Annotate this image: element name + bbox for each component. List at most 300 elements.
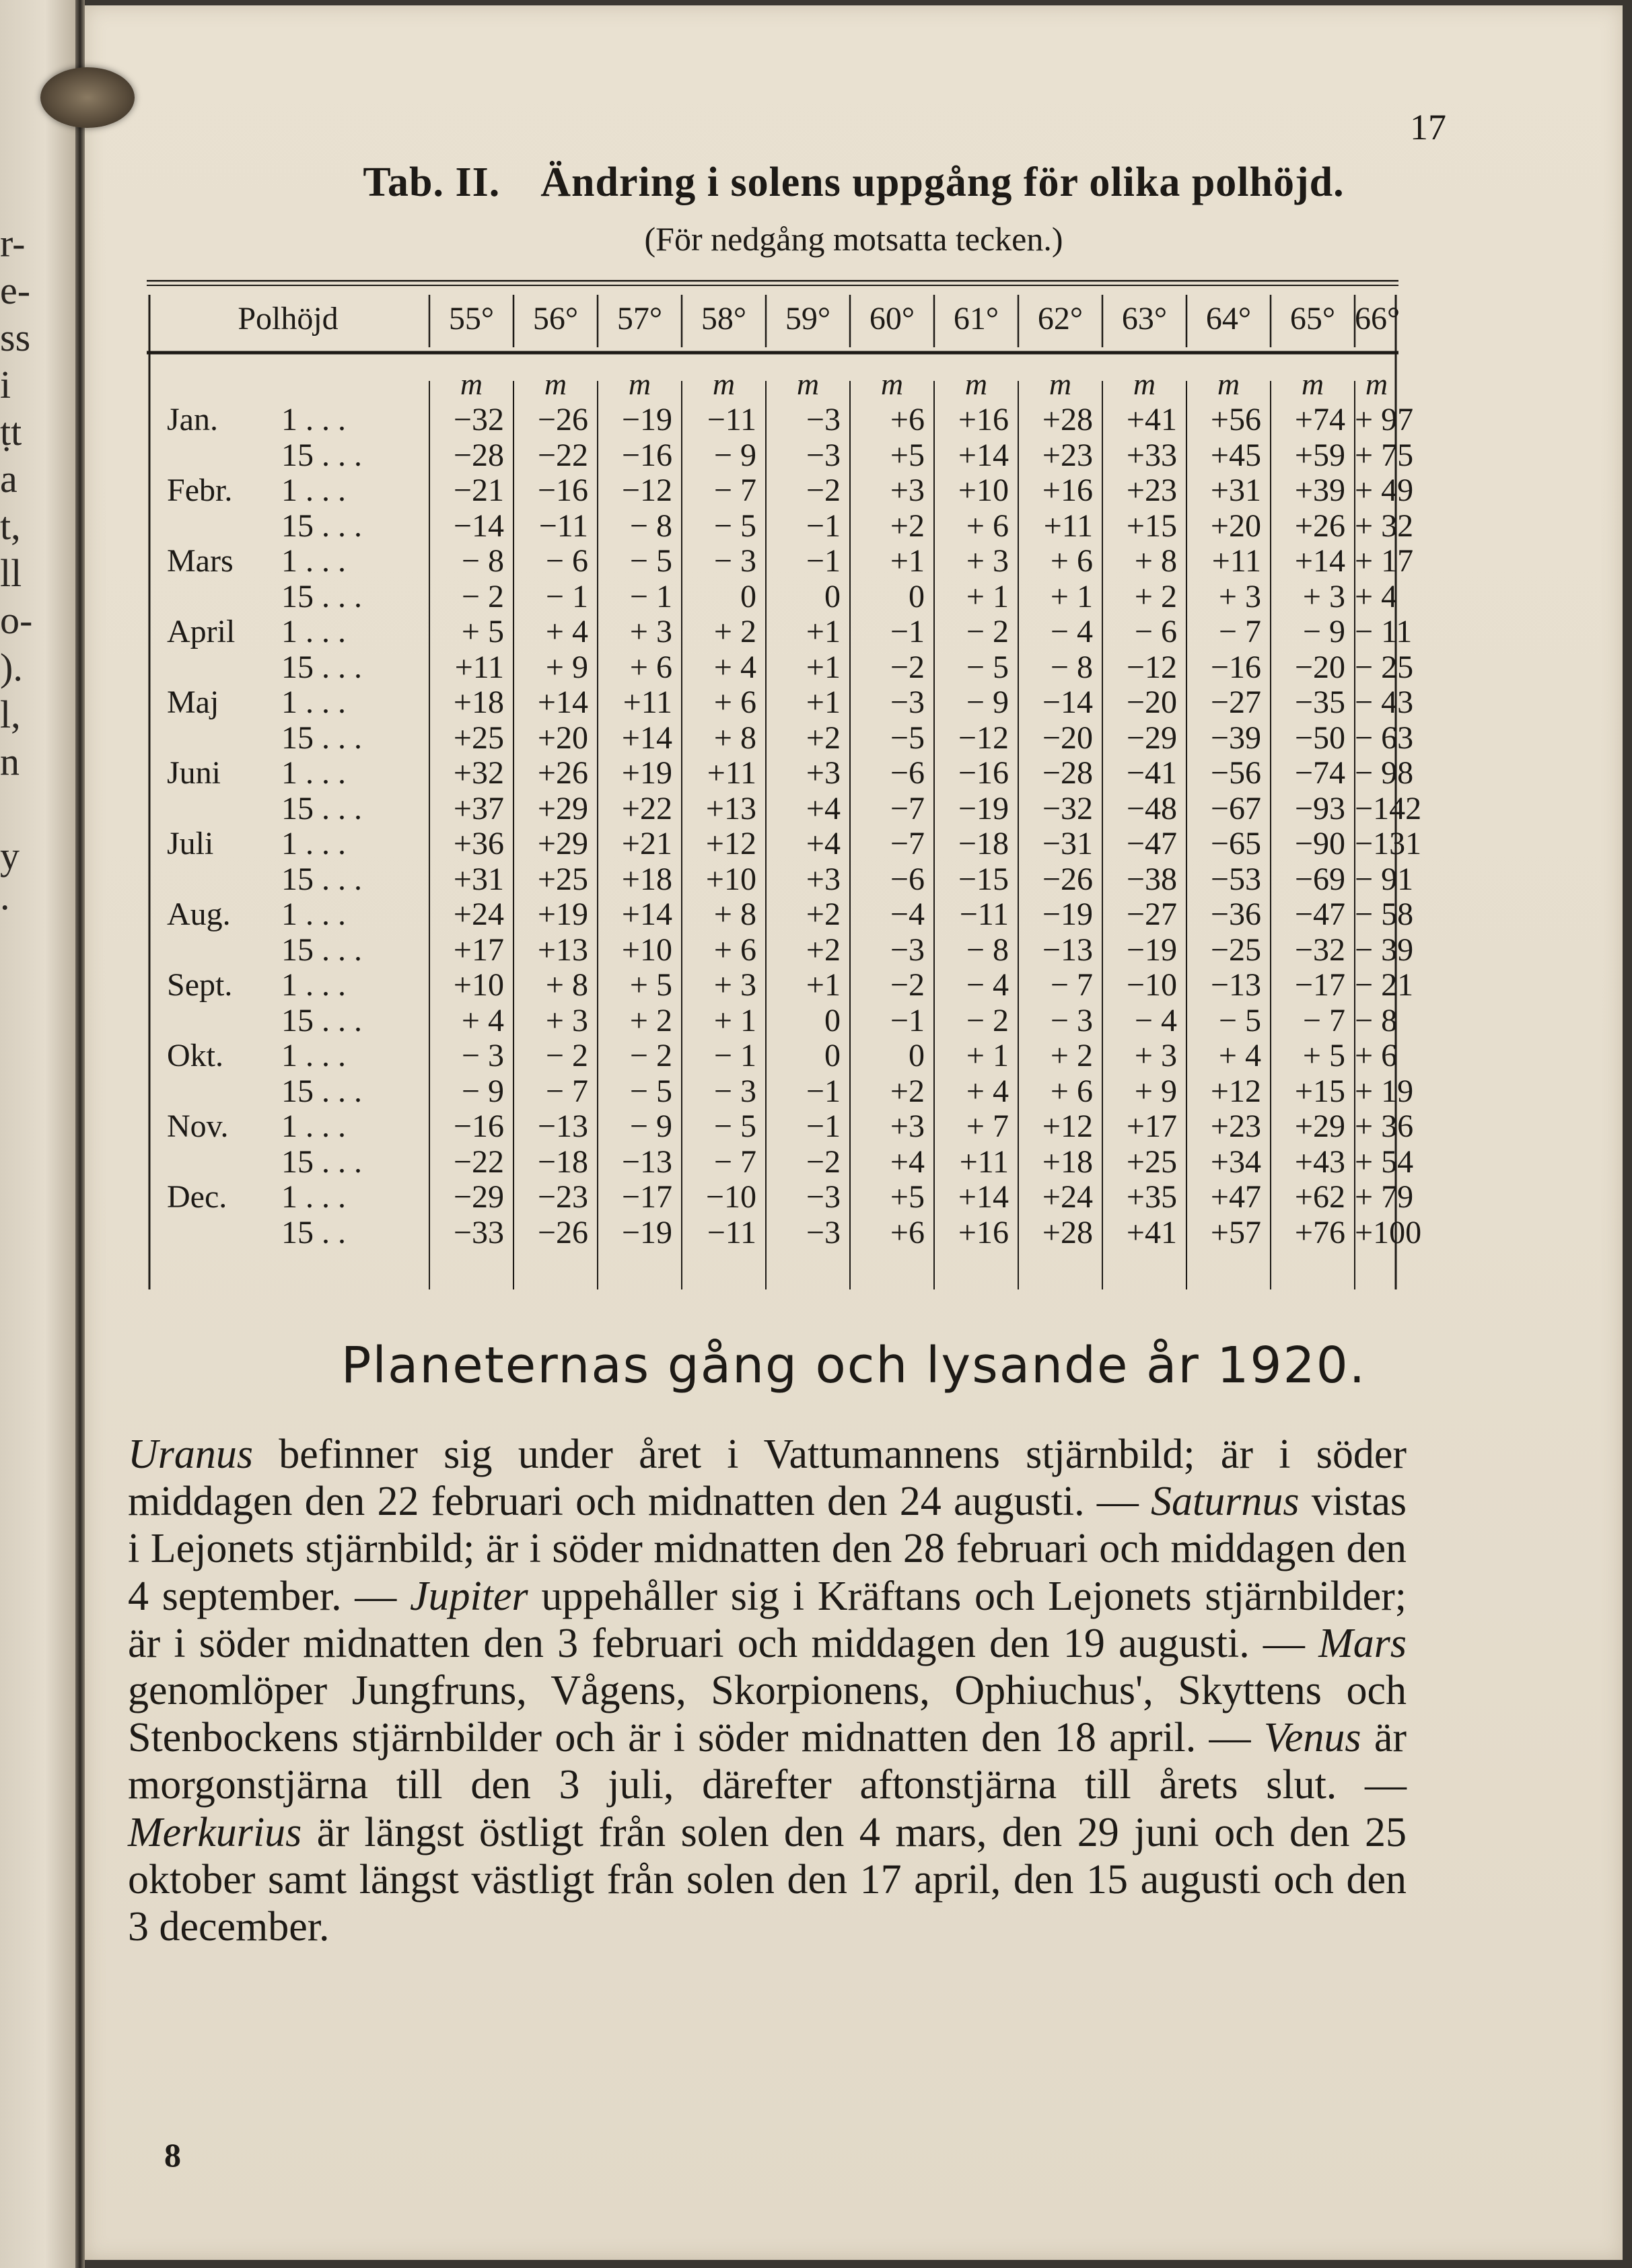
- table-cell: +21: [621, 826, 672, 861]
- row-month: Juni: [167, 755, 221, 791]
- table-cell: + 79: [1355, 1179, 1414, 1215]
- table-cell: + 4: [461, 1002, 504, 1038]
- table-cell: −12: [621, 472, 672, 508]
- table-cell: −13: [537, 1108, 588, 1144]
- latitude-header: 63°: [1121, 301, 1168, 336]
- table-cell: +39: [1294, 472, 1345, 508]
- table-cell: +23: [1126, 472, 1177, 508]
- table-cell: + 1: [1050, 578, 1093, 614]
- table-cell: +4: [806, 790, 841, 826]
- planet-name: Mars: [1318, 1620, 1407, 1666]
- table-cell: +12: [1042, 1108, 1093, 1144]
- table-cell: +13: [705, 790, 756, 826]
- unit-label: m: [1133, 367, 1156, 401]
- table-cell: − 9: [461, 1073, 504, 1109]
- table-cell: −7: [890, 790, 925, 826]
- table-cell: + 4: [713, 649, 756, 685]
- row-day: 1 . . .: [281, 402, 346, 437]
- table-cell: +1: [806, 967, 841, 1003]
- table-cell: −29: [453, 1179, 504, 1215]
- row-month: April: [167, 614, 236, 649]
- table-cell: − 2: [461, 578, 504, 614]
- paragraph-text: vistas i Lejonets stjärnbild; är i söder midnatten den 28 februari och middagen den 4 september. —: [128, 1479, 1407, 1619]
- table-cell: +22: [621, 790, 672, 826]
- facing-page-fragment: n: [0, 740, 20, 783]
- table-cell: 0: [824, 578, 841, 614]
- facing-page-fragment: t,: [0, 504, 21, 548]
- table-cell: +29: [1294, 1108, 1345, 1144]
- row-day: 15 . . .: [281, 719, 362, 756]
- table-cell: −13: [1042, 931, 1093, 968]
- table-cell: +23: [1210, 1108, 1261, 1144]
- row-day: 1 . . .: [281, 684, 346, 720]
- latitude-header: 55°: [448, 301, 495, 336]
- table-cell: +37: [453, 790, 504, 826]
- table-cell: −131: [1355, 826, 1422, 861]
- table-cell: +62: [1294, 1179, 1345, 1215]
- latitude-header: 58°: [701, 301, 747, 336]
- table-cell: −29: [1126, 719, 1177, 756]
- table-cell: −17: [621, 1179, 672, 1215]
- row-day: 15 . .: [281, 1214, 346, 1250]
- table-cell: −4: [890, 896, 925, 932]
- table-cell: −47: [1294, 896, 1345, 932]
- table-cell: − 2: [966, 614, 1009, 649]
- table-cell: + 7: [966, 1108, 1009, 1144]
- unit-label: m: [712, 367, 736, 401]
- table-cell: +11: [707, 755, 756, 791]
- table-cell: +1: [890, 543, 925, 579]
- table-cell: −3: [806, 402, 841, 437]
- latitude-header: 60°: [869, 301, 915, 336]
- table-cell: −38: [1126, 861, 1177, 897]
- latitude-header: 57°: [616, 301, 663, 336]
- row-month: Febr.: [167, 472, 233, 508]
- table-cell: − 5: [629, 1073, 672, 1109]
- table-cell: +29: [537, 790, 588, 826]
- table-cell: +14: [958, 1179, 1009, 1215]
- facing-page-edge: [0, 0, 75, 2268]
- row-month: Mars: [167, 543, 234, 579]
- paragraph-text: befinner sig under året i Vattumannens stjärnbild; är i söder middagen den 22 februari och midnatten den 24 augusti. —: [128, 1431, 1407, 1525]
- table-cell: 0: [909, 1038, 925, 1073]
- table-cell: −28: [1042, 755, 1093, 791]
- table-cell: −11: [959, 896, 1009, 932]
- facing-page-fragment: a: [0, 457, 17, 501]
- paragraph-text: är morgonstjärna till den 3 juli, därefter aftonstjärna till årets slut. —: [128, 1715, 1407, 1808]
- row-day: 15 . . .: [281, 790, 362, 826]
- table-cell: +34: [1210, 1143, 1261, 1180]
- table-cell: −11: [538, 507, 588, 544]
- table-cell: + 32: [1355, 507, 1414, 544]
- table-cell: − 3: [713, 543, 756, 579]
- row-day: 1 . . .: [281, 826, 346, 861]
- row-day: 15 . . .: [281, 861, 362, 897]
- table-cell: −39: [1210, 719, 1261, 756]
- table-cell: +5: [890, 1179, 925, 1215]
- table-cell: + 75: [1355, 437, 1414, 473]
- printer-signature: 8: [164, 2136, 181, 2174]
- paragraph-text: uppehåller sig i Kräftans och Lejonets stjärnbilder; är i söder midnatten den 3 februari och middagen den 19 augusti. —: [128, 1573, 1407, 1666]
- table-cell: +11: [623, 684, 672, 720]
- table-cell: + 6: [966, 507, 1009, 544]
- table-cell: − 2: [545, 1038, 588, 1073]
- facing-page-fragment: r-: [0, 221, 26, 265]
- facing-page-fragment: ).: [0, 645, 23, 689]
- table-cell: − 7: [1050, 967, 1093, 1003]
- table-cell: −19: [621, 402, 672, 437]
- table-cell: − 7: [1218, 614, 1261, 649]
- table-cell: − 9: [966, 684, 1009, 720]
- table-cell: −20: [1294, 649, 1345, 685]
- table-cell: −6: [890, 861, 925, 897]
- table-cell: −10: [705, 1179, 756, 1215]
- table-cell: 0: [824, 1002, 841, 1038]
- table-cell: +3: [890, 1108, 925, 1144]
- table-cell: + 2: [1050, 1038, 1093, 1073]
- table-cell: + 6: [629, 649, 672, 685]
- table-cell: + 9: [1134, 1073, 1177, 1109]
- table-cell: −26: [537, 1214, 588, 1250]
- binding-stitch: [40, 67, 135, 128]
- table-cell: −6: [890, 755, 925, 791]
- table-cell: − 7: [1302, 1002, 1345, 1038]
- table-cell: − 1: [713, 1038, 756, 1073]
- table-cell: + 3: [1134, 1038, 1177, 1073]
- table-cell: +11: [454, 649, 504, 685]
- table-cell: − 8: [629, 507, 672, 544]
- table-cell: −14: [453, 507, 504, 544]
- table-cell: + 6: [713, 684, 756, 720]
- table-cell: +11: [1043, 507, 1093, 544]
- table-cell: −25: [1210, 931, 1261, 968]
- table-cell: + 6: [1050, 543, 1093, 579]
- table-cell: + 8: [1134, 543, 1177, 579]
- table-cell: +10: [958, 472, 1009, 508]
- unit-label: m: [964, 367, 988, 401]
- latitude-header: 62°: [1037, 301, 1084, 336]
- table-cell: + 4: [545, 614, 588, 649]
- table-cell: −142: [1355, 790, 1422, 826]
- unit-label: m: [1217, 367, 1240, 401]
- table-cell: − 8: [1050, 649, 1093, 685]
- table-cell: −53: [1210, 861, 1261, 897]
- table-cell: +3: [890, 472, 925, 508]
- table-cell: +2: [806, 719, 841, 756]
- table-cell: − 8: [966, 931, 1009, 968]
- table-cell: +18: [453, 684, 504, 720]
- page-number: 17: [1410, 107, 1446, 147]
- table-cell: −13: [621, 1143, 672, 1180]
- table-cell: −19: [621, 1214, 672, 1250]
- table-cell: −3: [806, 437, 841, 473]
- table-cell: −2: [806, 1143, 841, 1180]
- table-cell: − 5: [966, 649, 1009, 685]
- planet-name: Venus: [1263, 1715, 1361, 1761]
- table-cell: +28: [1042, 402, 1093, 437]
- table-cell: −2: [806, 472, 841, 508]
- table-cell: −19: [1126, 931, 1177, 968]
- sunrise-table: [147, 280, 1422, 1293]
- table-cell: +14: [621, 896, 672, 932]
- facing-page-fragment: ll: [0, 551, 22, 595]
- table-cell: −41: [1126, 755, 1177, 791]
- row-day: 1 . . .: [281, 543, 346, 579]
- table-cell: +17: [1126, 1108, 1177, 1144]
- table-cell: − 43: [1355, 684, 1414, 720]
- table-cell: +4: [890, 1143, 925, 1180]
- section-heading: Planeternas gång och lysande år 1920.: [341, 1337, 1367, 1394]
- table-cell: +1: [806, 649, 841, 685]
- table-cell: − 11: [1355, 614, 1413, 649]
- row-day: 15 . . .: [281, 1002, 362, 1038]
- table-cell: − 7: [713, 472, 756, 508]
- table-cell: +76: [1294, 1214, 1345, 1250]
- table-cell: +3: [806, 861, 841, 897]
- row-month: Aug.: [167, 896, 231, 932]
- table-cell: −47: [1126, 826, 1177, 861]
- row-day: 1 . . .: [281, 1038, 346, 1073]
- table-cell: −18: [958, 826, 1009, 861]
- table-cell: +19: [621, 755, 672, 791]
- table-cell: − 4: [1134, 1002, 1177, 1038]
- table-cell: −3: [806, 1214, 841, 1250]
- table-cell: + 6: [1355, 1038, 1398, 1073]
- table-cell: − 8: [1355, 1002, 1398, 1038]
- table-cell: −11: [707, 1214, 756, 1250]
- table-cell: −90: [1294, 826, 1345, 861]
- table-cell: − 6: [1134, 614, 1177, 649]
- table-cell: −16: [537, 472, 588, 508]
- table-cell: −18: [537, 1143, 588, 1180]
- table-cell: +10: [453, 967, 504, 1003]
- planet-name: Merkurius: [128, 1809, 302, 1855]
- table-cell: +6: [890, 1214, 925, 1250]
- unit-label: m: [628, 367, 651, 401]
- column-header-polhojd: Polhöjd: [238, 301, 339, 336]
- table-cell: + 5: [1302, 1038, 1345, 1073]
- table-cell: 0: [824, 1038, 841, 1073]
- unit-label: m: [796, 367, 820, 401]
- table-cell: −65: [1210, 826, 1261, 861]
- table-cell: − 5: [1218, 1002, 1261, 1038]
- table-cell: +18: [1042, 1143, 1093, 1180]
- table-cell: +43: [1294, 1143, 1345, 1180]
- table-cell: +2: [890, 507, 925, 544]
- latitude-header: 65°: [1289, 301, 1336, 336]
- table-cell: − 1: [545, 578, 588, 614]
- table-cell: + 6: [713, 931, 756, 968]
- row-month: Nov.: [167, 1108, 229, 1144]
- latitude-header: 61°: [953, 301, 999, 336]
- table-cell: + 4: [1218, 1038, 1261, 1073]
- table-cell: − 4: [966, 967, 1009, 1003]
- table-cell: −16: [958, 755, 1009, 791]
- table-cell: +14: [1294, 543, 1345, 579]
- table-cell: + 3: [966, 543, 1009, 579]
- table-cell: +33: [1126, 437, 1177, 473]
- table-cell: + 9: [545, 649, 588, 685]
- table-cell: −16: [453, 1108, 504, 1144]
- table-cell: −36: [1210, 896, 1261, 932]
- row-month: Jan.: [167, 402, 218, 437]
- table-cell: − 7: [713, 1143, 756, 1180]
- table-cell: +15: [1126, 507, 1177, 544]
- table-cell: −16: [1210, 649, 1261, 685]
- table-cell: +1: [806, 614, 841, 649]
- table-cell: +32: [453, 755, 504, 791]
- table-cell: + 3: [1302, 578, 1345, 614]
- facing-page-fragment: ṭt: [0, 410, 22, 454]
- table-cell: −16: [621, 437, 672, 473]
- table-cell: +2: [806, 931, 841, 968]
- table-cell: + 3: [629, 614, 672, 649]
- table-cell: + 1: [966, 578, 1009, 614]
- table-cell: −28: [453, 437, 504, 473]
- planet-name: Jupiter: [410, 1573, 528, 1619]
- row-day: 1 . . .: [281, 1108, 346, 1144]
- row-day: 1 . . .: [281, 1179, 346, 1215]
- table-cell: +10: [705, 861, 756, 897]
- table-cell: − 91: [1355, 861, 1414, 897]
- table-cell: +24: [1042, 1179, 1093, 1215]
- table-cell: −1: [806, 1108, 841, 1144]
- table-cell: +41: [1126, 402, 1177, 437]
- table-cell: + 19: [1355, 1073, 1414, 1109]
- table-cell: − 63: [1355, 719, 1414, 756]
- table-cell: − 3: [461, 1038, 504, 1073]
- table-cell: +28: [1042, 1214, 1093, 1250]
- table-cell: −20: [1042, 719, 1093, 756]
- table-cell: + 54: [1355, 1143, 1414, 1180]
- table-cell: +57: [1210, 1214, 1261, 1250]
- table-cell: −12: [1126, 649, 1177, 685]
- table-cell: +14: [621, 719, 672, 756]
- book-gutter: [75, 0, 85, 2268]
- facing-page-fragment: i: [0, 363, 11, 406]
- book-page: [85, 5, 1623, 2260]
- table-cell: − 4: [1050, 614, 1093, 649]
- table-cell: +6: [890, 402, 925, 437]
- row-day: 15 . . .: [281, 507, 362, 544]
- table-cell: +56: [1210, 402, 1261, 437]
- table-cell: +14: [537, 684, 588, 720]
- table-cell: −5: [890, 719, 925, 756]
- table-cell: + 3: [1218, 578, 1261, 614]
- table-cell: −22: [453, 1143, 504, 1180]
- table-cell: + 1: [966, 1038, 1009, 1073]
- table-cell: +23: [1042, 437, 1093, 473]
- table-cell: +10: [621, 931, 672, 968]
- facing-page-fragment: ss: [0, 316, 31, 359]
- table-cell: −56: [1210, 755, 1261, 791]
- latitude-header: 64°: [1205, 301, 1252, 336]
- table-cell: − 98: [1355, 755, 1414, 791]
- table-cell: −32: [453, 402, 504, 437]
- table-cell: − 25: [1355, 649, 1414, 685]
- table-cell: −27: [1126, 896, 1177, 932]
- row-day: 15 . . .: [281, 1143, 362, 1180]
- table-cell: −10: [1126, 967, 1177, 1003]
- table-cell: + 8: [545, 967, 588, 1003]
- table-cell: + 36: [1355, 1108, 1414, 1144]
- table-cell: − 58: [1355, 896, 1414, 932]
- table-title-text: Ändring i solens uppgång för olika polhöjd.: [540, 160, 1345, 205]
- table-title: [85, 159, 1623, 207]
- latitude-header: 59°: [785, 301, 831, 336]
- row-day: 1 . . .: [281, 472, 346, 508]
- facing-page-fragment: .: [0, 874, 10, 918]
- table-cell: +26: [537, 755, 588, 791]
- table-cell: + 4: [966, 1073, 1009, 1109]
- table-cell: + 5: [461, 614, 504, 649]
- table-cell: +16: [1042, 472, 1093, 508]
- table-cell: + 17: [1355, 543, 1414, 579]
- row-day: 15 . . .: [281, 578, 362, 614]
- table-cell: − 2: [966, 1002, 1009, 1038]
- table-cell: −74: [1294, 755, 1345, 791]
- table-cell: +5: [890, 437, 925, 473]
- table-cell: +100: [1355, 1214, 1422, 1250]
- table-cell: −2: [890, 649, 925, 685]
- table-cell: −3: [806, 1179, 841, 1215]
- section-paragraph: [128, 1431, 1407, 1950]
- table-cell: −23: [537, 1179, 588, 1215]
- table-cell: + 8: [713, 896, 756, 932]
- unit-label: m: [460, 367, 483, 401]
- table-cell: + 5: [629, 967, 672, 1003]
- table-cell: +36: [453, 826, 504, 861]
- table-cell: −35: [1294, 684, 1345, 720]
- table-cell: + 3: [713, 967, 756, 1003]
- row-day: 1 . . .: [281, 967, 346, 1003]
- table-cell: −31: [1042, 826, 1093, 861]
- table-cell: −48: [1126, 790, 1177, 826]
- table-cell: −1: [806, 543, 841, 579]
- facing-page-fragment: y: [0, 834, 20, 878]
- table-cell: + 1: [713, 1002, 756, 1038]
- table-cell: +12: [705, 826, 756, 861]
- row-month: Sept.: [167, 967, 233, 1003]
- table-cell: −15: [958, 861, 1009, 897]
- row-day: 1 . . .: [281, 614, 346, 649]
- table-cell: + 3: [545, 1002, 588, 1038]
- table-cell: −32: [1042, 790, 1093, 826]
- table-cell: −3: [890, 931, 925, 968]
- table-cell: +16: [958, 402, 1009, 437]
- row-month: Okt.: [167, 1038, 223, 1073]
- table-cell: +3: [806, 755, 841, 791]
- table-cell: + 4: [1355, 578, 1398, 614]
- table-cell: +47: [1210, 1179, 1261, 1215]
- table-cell: −93: [1294, 790, 1345, 826]
- table-cell: +26: [1294, 507, 1345, 544]
- table-cell: − 6: [545, 543, 588, 579]
- table-cell: +29: [537, 826, 588, 861]
- table-cell: −1: [890, 1002, 925, 1038]
- latitude-header: 56°: [532, 301, 579, 336]
- table-cell: +20: [537, 719, 588, 756]
- table-cell: −19: [1042, 896, 1093, 932]
- table-cell: −1: [806, 507, 841, 544]
- unit-label: m: [1049, 367, 1072, 401]
- table-cell: +20: [1210, 507, 1261, 544]
- table-cell: − 8: [461, 543, 504, 579]
- table-cell: − 9: [713, 437, 756, 473]
- unit-label: m: [1365, 367, 1388, 401]
- table-cell: 0: [740, 578, 756, 614]
- table-cell: +13: [537, 931, 588, 968]
